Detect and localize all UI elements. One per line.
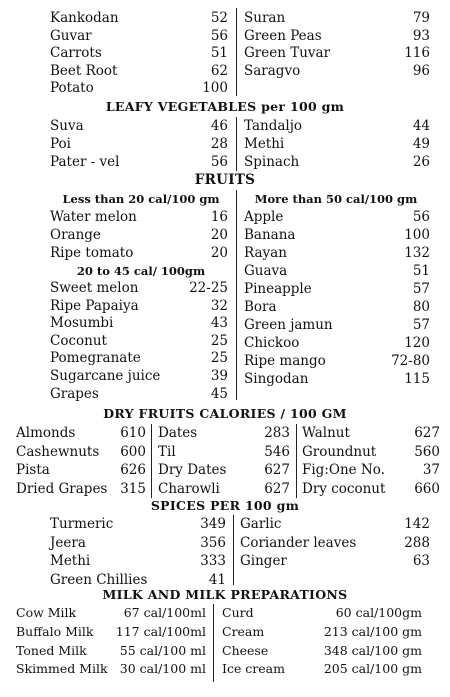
item-name: Jeera	[50, 534, 86, 551]
item-name: Coconut	[50, 332, 107, 349]
list-item	[244, 208, 430, 226]
list-item	[50, 244, 228, 262]
list-item	[50, 27, 228, 45]
list-item	[244, 226, 430, 244]
item-name: Chickoo	[244, 335, 300, 351]
list-item	[244, 262, 430, 280]
item-name: Charowli	[158, 480, 220, 497]
item-value: 32	[210, 297, 228, 314]
list-item	[50, 314, 228, 332]
list-item	[244, 62, 430, 80]
item-value: 660	[414, 480, 440, 497]
spices-divider	[233, 515, 234, 585]
item-value: 57	[412, 317, 430, 333]
list-item	[50, 297, 228, 315]
list-item	[244, 117, 430, 135]
list-item	[158, 443, 290, 461]
list-item	[50, 44, 228, 62]
item-name: Poi	[50, 136, 71, 152]
item-name: Rayan	[244, 245, 287, 261]
item-name: Methi	[50, 553, 91, 569]
item-value: 100	[202, 80, 228, 96]
item-value: 56	[210, 27, 228, 44]
list-item	[222, 642, 422, 660]
item-name: Guvar	[50, 27, 92, 44]
item-value: 600	[120, 443, 146, 460]
item-name: Singodan	[244, 371, 309, 387]
item-name: Walnut	[302, 425, 350, 441]
item-value: 356	[200, 534, 226, 551]
item-name: Toned Milk	[16, 642, 87, 658]
list-item	[50, 226, 228, 244]
dry-fruits-divider-1	[151, 424, 152, 498]
item-name: Banana	[244, 227, 296, 243]
item-name: Pater - vel	[50, 154, 120, 170]
item-name: Ice cream	[222, 661, 285, 677]
item-value: 20	[210, 227, 228, 243]
item-name: Ginger	[240, 553, 287, 569]
item-name: Ripe Papaiya	[50, 297, 139, 314]
item-value: 57	[412, 281, 430, 297]
item-name: Dry Dates	[158, 462, 227, 478]
item-value: 26	[412, 154, 430, 170]
list-item	[158, 480, 290, 498]
item-value: 315	[120, 480, 146, 497]
item-name: Orange	[50, 227, 101, 243]
list-item	[50, 367, 228, 385]
list-item	[302, 461, 440, 479]
item-value: 51	[210, 45, 228, 61]
item-name: Dry coconut	[302, 480, 386, 497]
item-value: 39	[210, 368, 228, 384]
list-item	[16, 480, 146, 498]
item-value: 16	[210, 209, 228, 225]
item-name: Sweet melon	[50, 280, 139, 296]
list-item	[302, 480, 440, 498]
list-item	[50, 79, 228, 97]
item-value: 44	[412, 118, 430, 134]
item-name: Almonds	[16, 425, 76, 441]
item-value: 43	[210, 315, 228, 332]
list-item	[50, 332, 228, 350]
item-name: Green Peas	[244, 27, 322, 44]
item-name: Grapes	[50, 385, 99, 402]
item-name: Spinach	[244, 154, 300, 170]
list-item	[50, 534, 226, 552]
list-item	[16, 623, 206, 641]
item-name: Skimmed Milk	[16, 661, 108, 677]
item-name: Saragvo	[244, 62, 301, 79]
item-value: 93	[412, 27, 430, 44]
list-item	[244, 27, 430, 45]
list-item	[302, 424, 440, 442]
item-name: Dried Grapes	[16, 480, 108, 497]
spices-heading: SPICES PER 100 gm	[150, 498, 300, 513]
item-value: 52	[210, 10, 228, 26]
item-name: Garlic	[240, 516, 282, 532]
list-item	[16, 424, 146, 442]
item-name: Mosumbi	[50, 315, 114, 332]
item-name: Ripe mango	[244, 353, 326, 369]
item-value: 79	[412, 10, 430, 26]
item-name: Cow Milk	[16, 605, 77, 620]
item-name: Cashewnuts	[16, 443, 100, 460]
list-item	[50, 9, 228, 27]
item-name: Kankodan	[50, 10, 119, 26]
leafy-divider	[236, 117, 237, 171]
list-item	[50, 349, 228, 367]
item-value: 28	[210, 136, 228, 152]
item-value: 67 cal/100ml	[123, 605, 206, 620]
item-value: 80	[412, 299, 430, 315]
list-item	[244, 334, 430, 352]
item-name: Guava	[244, 263, 288, 279]
list-item	[240, 552, 430, 570]
item-value: 25	[210, 350, 228, 367]
item-name: Green Chillies	[50, 571, 148, 588]
item-name: Pomegranate	[50, 350, 141, 367]
item-value: 349	[200, 516, 226, 532]
item-name: Turmeric	[50, 516, 114, 532]
item-value: 348 cal/100 gm	[323, 642, 422, 658]
list-item	[244, 298, 430, 316]
item-name: Potato	[50, 80, 94, 96]
item-name: Groundnut	[302, 443, 377, 460]
list-item	[50, 117, 228, 135]
item-name: Green jamun	[244, 317, 333, 333]
item-value: 56	[412, 209, 430, 225]
fruits-high-subheading: More than 50 cal/100 gm	[254, 192, 418, 206]
item-value: 49	[412, 136, 430, 152]
list-item	[244, 135, 430, 153]
item-name: Cream	[222, 623, 265, 639]
item-value: 100	[404, 227, 430, 243]
list-item	[240, 534, 430, 552]
list-item	[16, 443, 146, 461]
item-name: Methi	[244, 136, 285, 152]
list-item	[50, 62, 228, 80]
list-item	[16, 461, 146, 479]
item-value: 41	[208, 571, 226, 588]
item-value: 45	[210, 385, 228, 402]
item-value: 115	[404, 371, 430, 387]
item-value: 205 cal/100 gm	[323, 661, 422, 677]
item-name: Cheese	[222, 642, 269, 658]
item-value: 283	[264, 425, 290, 441]
list-item	[302, 443, 440, 461]
item-value: 142	[404, 516, 430, 532]
dry-fruits-divider-2	[296, 424, 297, 498]
item-name: Curd	[222, 605, 254, 620]
list-item	[50, 135, 228, 153]
list-item	[16, 604, 206, 622]
item-name: Dates	[158, 425, 198, 441]
item-value: 62	[210, 62, 228, 79]
item-value: 627	[264, 480, 290, 497]
item-value: 56	[210, 154, 228, 170]
item-name: Suva	[50, 118, 84, 134]
item-value: 22-25	[189, 280, 228, 296]
item-name: Suran	[244, 10, 286, 26]
item-value: 55 cal/100 ml	[119, 642, 206, 658]
list-item	[50, 385, 228, 403]
list-item	[16, 642, 206, 660]
item-name: Til	[158, 443, 176, 460]
item-value: 72-80	[391, 353, 430, 369]
item-value: 546	[264, 443, 290, 460]
item-name: Coriander leaves	[240, 534, 357, 551]
item-value: 96	[412, 62, 430, 79]
item-value: 37	[422, 462, 440, 478]
list-item	[240, 515, 430, 533]
item-value: 626	[120, 462, 146, 478]
item-value: 51	[412, 263, 430, 279]
fruits-heading: FRUITS	[194, 172, 256, 188]
item-value: 288	[404, 534, 430, 551]
item-value: 333	[200, 553, 226, 569]
item-name: Carrots	[50, 45, 102, 61]
item-name: Ripe tomato	[50, 245, 134, 261]
list-item	[16, 660, 206, 678]
item-value: 46	[210, 118, 228, 134]
item-name: Pista	[16, 462, 50, 478]
list-item	[244, 244, 430, 262]
item-name: Beet Root	[50, 62, 118, 79]
item-value: 30 cal/100 ml	[119, 661, 206, 677]
item-value: 132	[404, 245, 430, 261]
item-value: 610	[120, 425, 146, 441]
item-value: 63	[412, 553, 430, 569]
item-value: 25	[210, 332, 228, 349]
list-item	[244, 9, 430, 27]
list-item	[244, 44, 430, 62]
item-value: 120	[404, 335, 430, 351]
fruits-mid-subheading: 20 to 45 cal/ 100gm	[76, 264, 206, 278]
list-item	[222, 604, 422, 622]
item-value: 116	[404, 45, 430, 61]
item-name: Sugarcane juice	[50, 368, 161, 384]
list-item	[244, 370, 430, 388]
dry-fruits-heading: DRY FRUITS CALORIES / 100 GM	[103, 406, 347, 421]
item-value: 60 cal/100gm	[335, 605, 422, 620]
fruits-divider	[236, 190, 237, 400]
vegetables-divider	[236, 8, 237, 96]
list-item	[158, 461, 290, 479]
item-name: Buffalo Milk	[16, 623, 94, 639]
list-item	[222, 660, 422, 678]
milk-heading: MILK AND MILK PREPARATIONS	[102, 587, 348, 602]
list-item	[50, 279, 228, 297]
list-item	[244, 153, 430, 171]
item-name: Green Tuvar	[244, 45, 331, 61]
list-item	[158, 424, 290, 442]
list-item	[244, 316, 430, 334]
list-item	[244, 280, 430, 298]
list-item	[50, 153, 228, 171]
item-name: Tandaljo	[244, 118, 303, 134]
list-item	[222, 623, 422, 641]
list-item	[50, 208, 228, 226]
leafy-vegetables-heading: LEAFY VEGETABLES per 100 gm	[105, 99, 345, 114]
item-name: Bora	[244, 299, 277, 315]
list-item	[244, 352, 430, 370]
item-value: 213 cal/100 gm	[323, 623, 422, 639]
item-value: 560	[414, 443, 440, 460]
item-value: 627	[414, 425, 440, 441]
fruits-low-subheading: Less than 20 cal/100 gm	[62, 192, 220, 206]
item-name: Water melon	[50, 209, 137, 225]
item-value: 117 cal/100ml	[115, 623, 206, 639]
item-value: 627	[264, 462, 290, 478]
item-name: Fig:One No.	[302, 462, 385, 478]
list-item	[50, 552, 226, 570]
item-name: Pineapple	[244, 281, 312, 297]
item-value: 20	[210, 245, 228, 261]
list-item	[50, 515, 226, 533]
milk-divider	[213, 604, 214, 682]
item-name: Apple	[244, 209, 284, 225]
